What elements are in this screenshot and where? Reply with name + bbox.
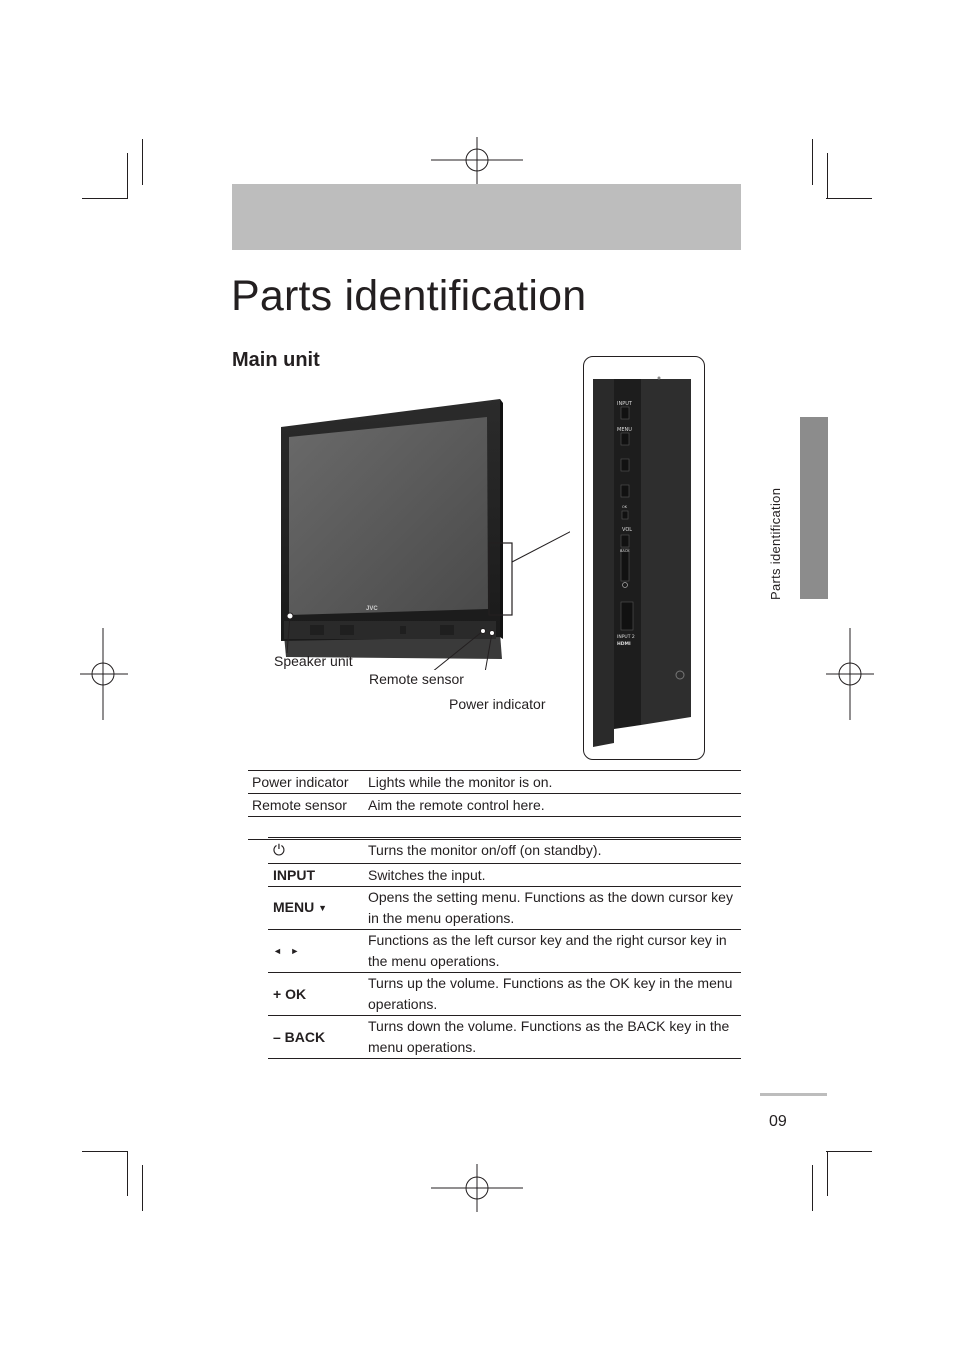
registration-mark-left: [80, 628, 128, 720]
panel-label-ok: OK: [622, 505, 628, 509]
button-desc: Turns down the volume. Functions as the BACK key in the menu operations.: [363, 1016, 741, 1059]
panel-label-back: BACK: [620, 549, 630, 553]
callout-remote-sensor: Remote sensor: [369, 671, 464, 687]
page-title: Parts identification: [231, 272, 587, 320]
back-key: – BACK: [268, 1016, 363, 1059]
indicator-name: Remote sensor: [248, 794, 364, 817]
table-row: [268, 887, 741, 930]
table-row: [268, 838, 741, 864]
indicator-table: [248, 770, 741, 840]
menu-key: [268, 887, 363, 930]
button-desc: Functions as the left cursor key and the right cursor key in the menu operations.: [363, 930, 741, 973]
table-row: [248, 771, 741, 794]
table-row: [268, 973, 741, 1016]
jvc-logo: JVC: [366, 606, 378, 612]
section-title: Main unit: [232, 349, 320, 371]
table-row: [248, 794, 741, 817]
side-tab-label: Parts identification: [768, 487, 783, 600]
table-row: [268, 1016, 741, 1059]
monitor-illustration: [270, 395, 570, 670]
registration-mark-bottom: [431, 1164, 523, 1212]
callout-speaker-unit: Speaker unit: [274, 653, 353, 669]
panel-label-input: INPUT: [617, 401, 632, 407]
panel-label-menu: MENU: [617, 427, 632, 433]
side-panel-zoom: [583, 356, 705, 760]
side-tab: [800, 417, 828, 599]
page-number-rule: [760, 1093, 827, 1096]
callout-power-indicator: Power indicator: [449, 696, 546, 712]
left-right-arrows-icon: ◄ ►: [268, 930, 363, 973]
indicator-desc: Aim the remote control here.: [364, 794, 741, 817]
power-icon: ⏻: [268, 838, 363, 864]
table-row: [268, 864, 741, 887]
button-desc: Opens the setting menu. Functions as the down cursor key in the menu operations.: [363, 887, 741, 930]
indicator-desc: Lights while the monitor is on.: [364, 771, 741, 794]
menu-key-label: MENU: [273, 899, 315, 915]
ok-key: + OK: [268, 973, 363, 1016]
panel-label-vol: VOL: [622, 527, 633, 533]
down-triangle-icon: ▼: [318, 903, 328, 913]
input-key: INPUT: [268, 864, 363, 887]
buttons-table: [268, 837, 741, 1059]
registration-mark-top: [431, 137, 523, 185]
registration-mark-right: [826, 628, 874, 720]
table-row: [268, 930, 741, 973]
header-band: [232, 184, 741, 250]
button-desc: Turns up the volume. Functions as the OK key in the menu operations.: [363, 973, 741, 1016]
button-desc: Switches the input.: [363, 864, 741, 887]
panel-label-hdmi: INPUT 2: [617, 635, 635, 640]
side-panel-illustration: [584, 357, 704, 759]
page-number: 09: [769, 1113, 787, 1130]
panel-label-hdmi-logo: HDMI: [617, 642, 631, 647]
indicator-name: Power indicator: [248, 771, 364, 794]
button-desc: Turns the monitor on/off (on standby).: [363, 838, 741, 864]
